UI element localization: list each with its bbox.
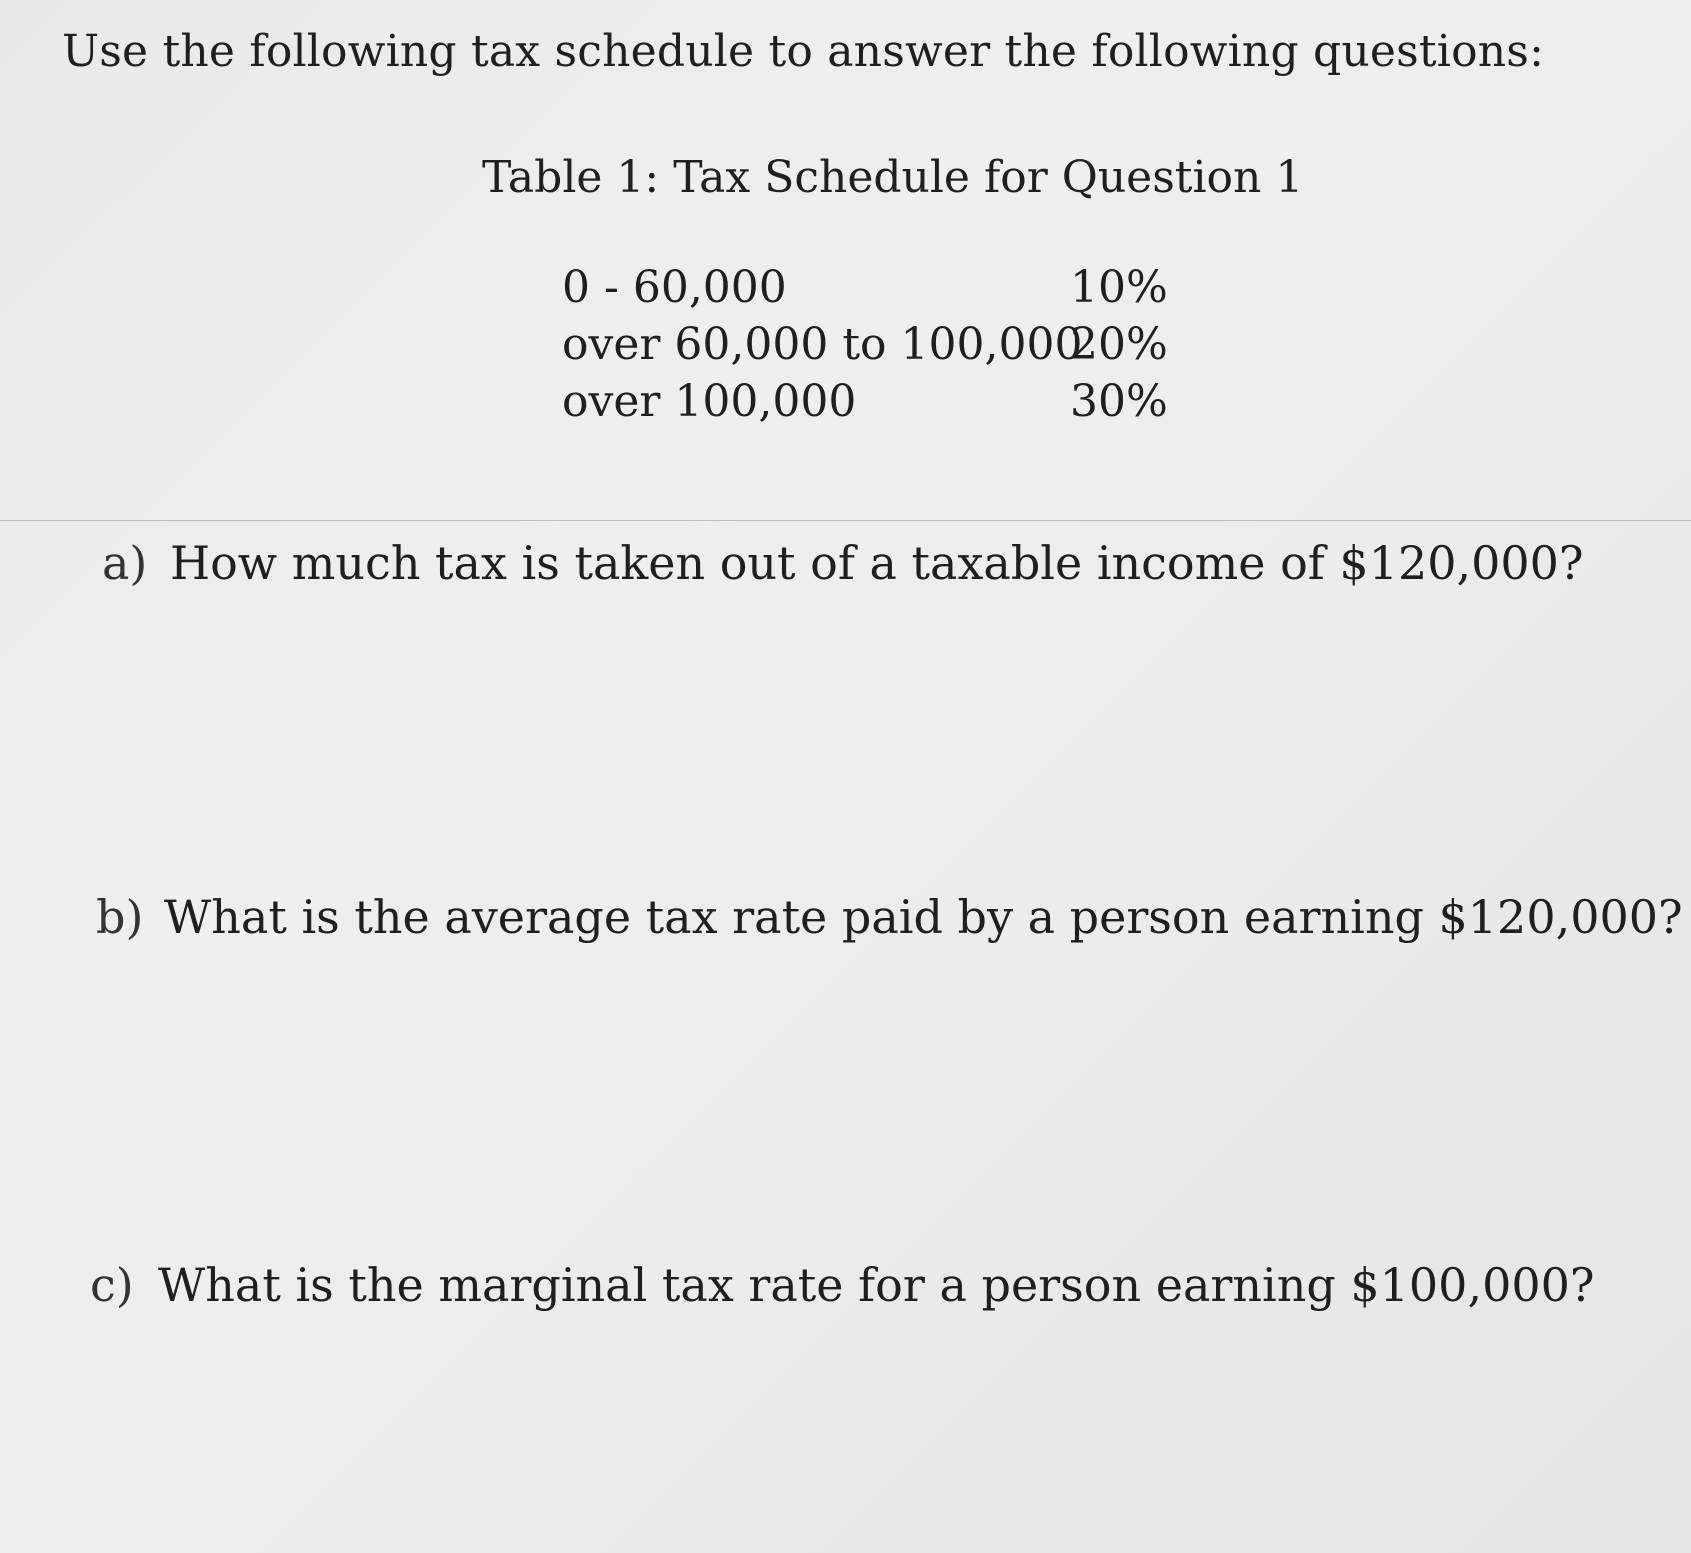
income-bracket: over 100,000 xyxy=(562,376,857,427)
income-bracket: 0 - 60,000 xyxy=(562,262,787,313)
table-caption: Table 1: Tax Schedule for Question 1 xyxy=(482,152,1304,203)
intro-text: Use the following tax schedule to answer the following questions: xyxy=(62,26,1545,77)
tax-rate: 20% xyxy=(1070,319,1168,370)
question-label: b) xyxy=(96,890,144,944)
tax-rate: 30% xyxy=(1070,376,1168,427)
question-text: What is the average tax rate paid by a person earning $120,000? xyxy=(164,890,1683,944)
question-label: c) xyxy=(90,1258,134,1312)
question-a xyxy=(102,536,1584,590)
question-text: What is the marginal tax rate for a person earning $100,000? xyxy=(158,1258,1595,1312)
income-bracket: over 60,000 to 100,000 xyxy=(562,319,1083,370)
section-divider xyxy=(0,520,1691,521)
question-label: a) xyxy=(102,536,148,590)
question-c xyxy=(90,1258,1595,1312)
question-text: How much tax is taken out of a taxable income of $120,000? xyxy=(170,536,1584,590)
question-b xyxy=(96,890,1683,944)
tax-rate: 10% xyxy=(1070,262,1168,313)
